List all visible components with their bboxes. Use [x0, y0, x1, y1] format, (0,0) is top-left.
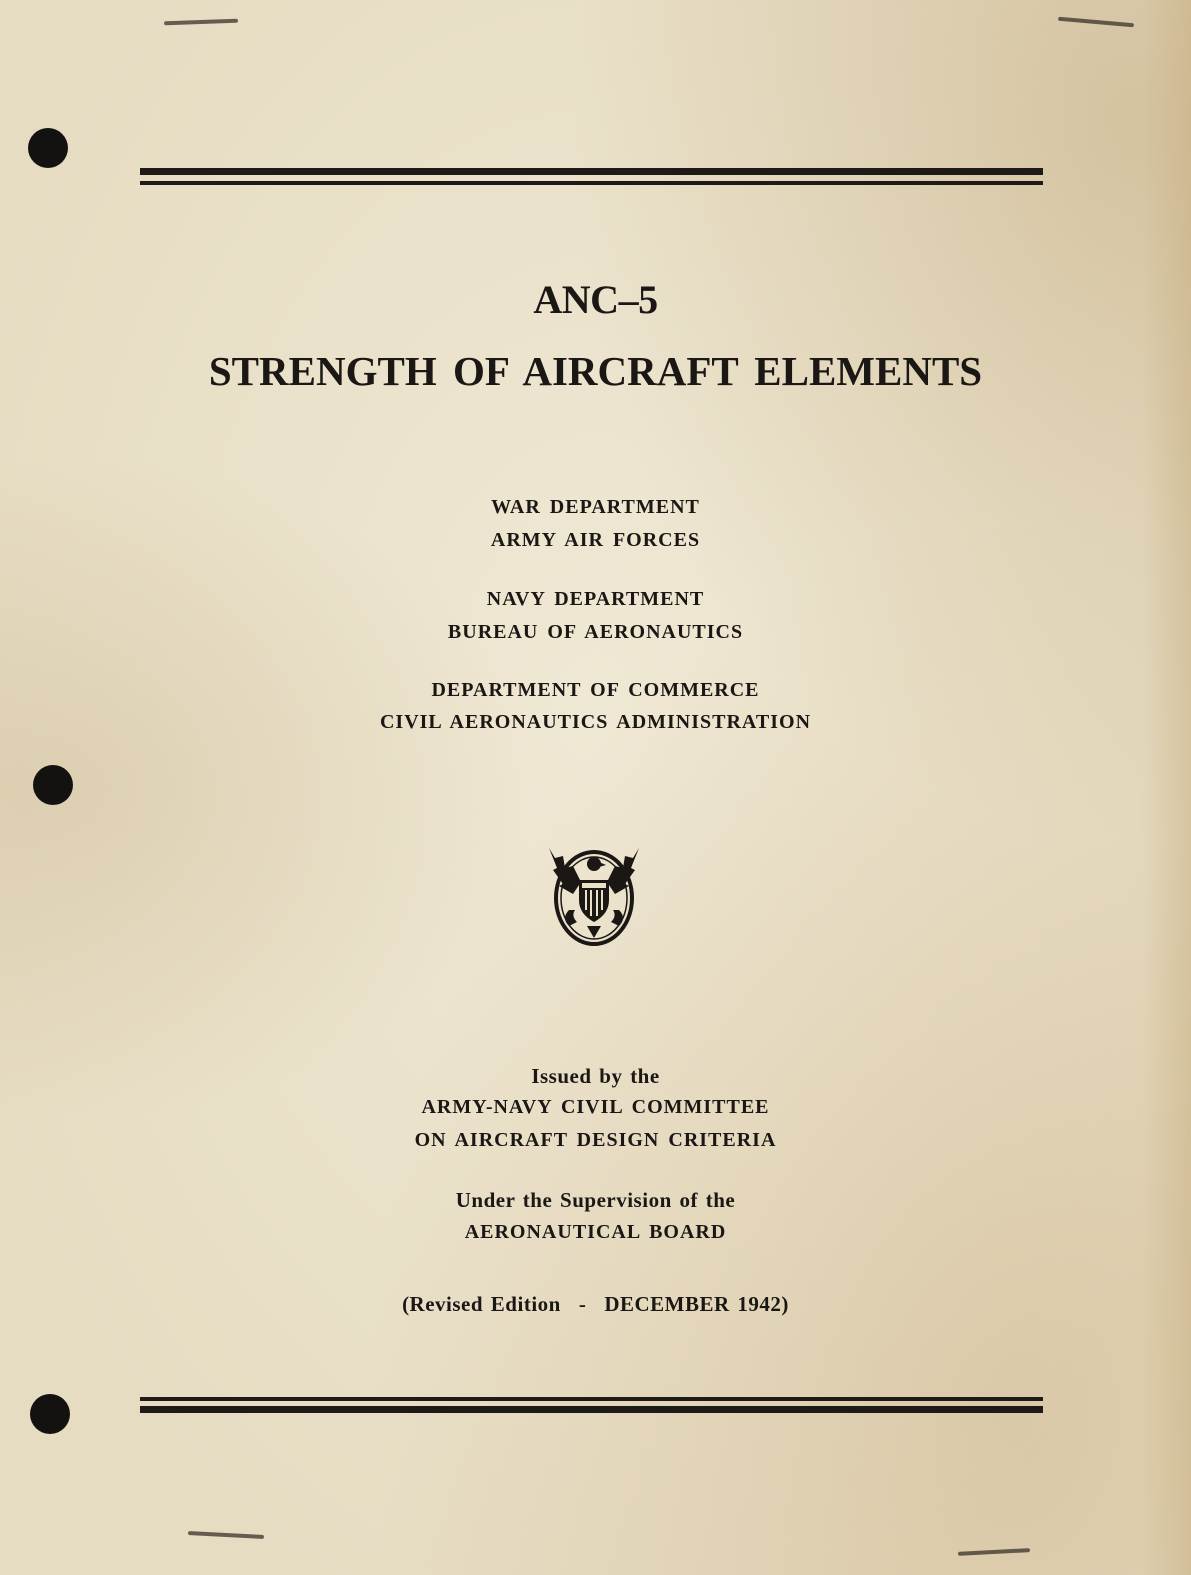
top-rule-thick: [140, 168, 1043, 175]
agency-department-war: WAR DEPARTMENT: [491, 496, 700, 518]
agency-department-commerce: DEPARTMENT OF COMMERCE: [431, 679, 760, 701]
top-rule-thin: [140, 181, 1043, 185]
committee-name-line1: ARMY-NAVY CIVIL COMMITTEE: [421, 1096, 770, 1118]
agency-bureau-civil: CIVIL AERONAUTICS ADMINISTRATION: [379, 711, 812, 733]
supervision-intro: Under the Supervision of the: [455, 1188, 736, 1212]
document-number: ANC–5: [533, 277, 658, 322]
punch-hole-bottom: [30, 1394, 70, 1434]
issued-by-intro: Issued by the: [531, 1064, 660, 1088]
staple-top-left: [164, 19, 238, 26]
staple-bottom-left: [188, 1531, 264, 1539]
punch-hole-top: [28, 128, 68, 168]
edition-date: DECEMBER 1942): [604, 1292, 789, 1316]
agency-bureau-aeronautics: BUREAU OF AERONAUTICS: [447, 621, 744, 643]
bottom-rule-thin: [140, 1397, 1043, 1401]
edition-separator: -: [578, 1292, 587, 1316]
paper-edge-stain: [1141, 0, 1191, 1575]
punch-hole-middle: [33, 765, 73, 805]
staple-top-right: [1058, 17, 1134, 28]
document-title: STRENGTH OF AIRCRAFT ELEMENTS: [208, 348, 983, 394]
agency-department-navy: NAVY DEPARTMENT: [486, 588, 705, 610]
committee-name-line2: ON AIRCRAFT DESIGN CRITERIA: [414, 1129, 777, 1151]
staple-bottom-right: [958, 1548, 1030, 1556]
eagle-seal-icon: [543, 838, 645, 950]
supervising-board: AERONAUTICAL BOARD: [464, 1221, 727, 1243]
bottom-rule-thick: [140, 1406, 1043, 1413]
edition-line: [0, 1292, 1191, 1317]
agency-bureau-army: ARMY AIR FORCES: [490, 529, 701, 551]
edition-label: (Revised Edition: [402, 1292, 561, 1316]
